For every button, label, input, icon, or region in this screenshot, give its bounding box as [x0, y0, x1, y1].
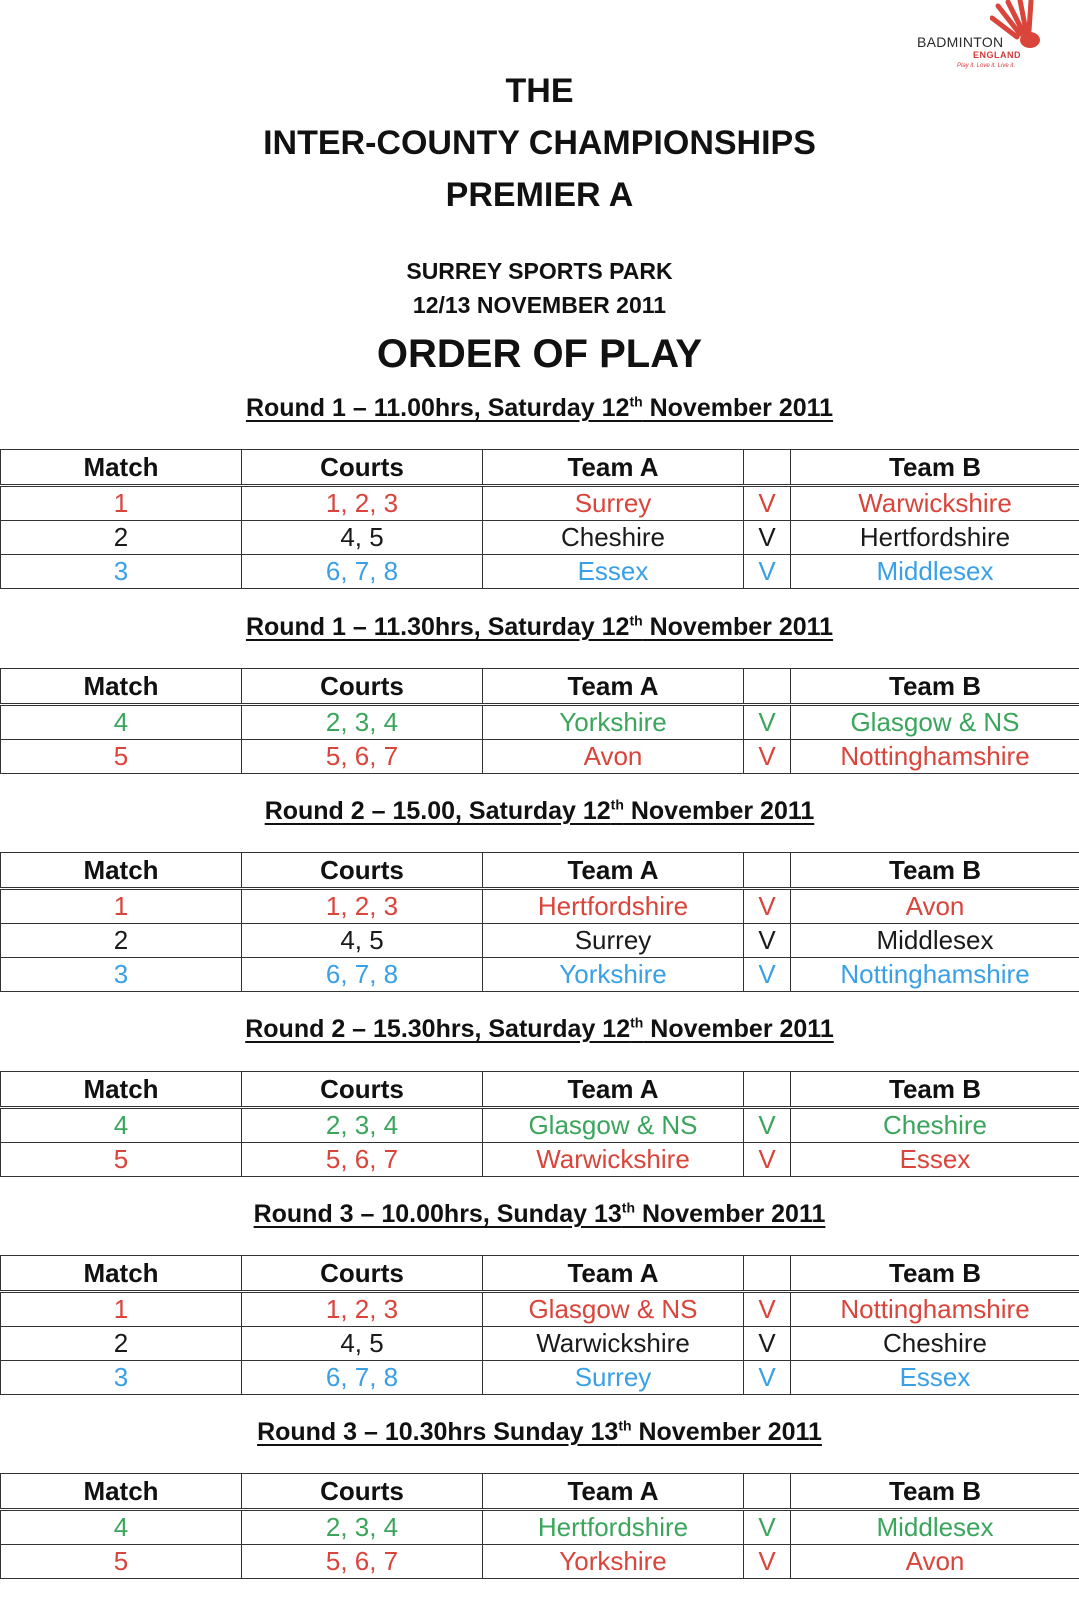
round-heading-text	[265, 797, 815, 825]
round-heading-ordinal: th	[618, 1418, 632, 1434]
courts: 5, 6, 7	[242, 1143, 483, 1177]
header-vs	[744, 450, 791, 486]
round-heading-month: November 2011	[642, 394, 834, 423]
match-table	[0, 1255, 1079, 1395]
versus: V	[744, 924, 791, 958]
team-b: Nottinghamshire	[791, 740, 1079, 774]
versus: V	[744, 1292, 791, 1327]
team-a: Yorkshire	[483, 1545, 744, 1579]
team-b: Glasgow & NS	[791, 705, 1079, 740]
table-header-row	[1, 1256, 1079, 1292]
team-a: Yorkshire	[483, 705, 744, 740]
courts: 4, 5	[242, 521, 483, 555]
match-number: 5	[1, 1143, 242, 1177]
team-b: Avon	[791, 1545, 1079, 1579]
header-match: Match	[1, 1072, 242, 1108]
header-match: Match	[1, 1256, 242, 1292]
team-b: Avon	[791, 889, 1079, 924]
header-team-a: Team A	[483, 1072, 744, 1108]
header-match: Match	[1, 669, 242, 705]
team-b: Cheshire	[791, 1327, 1079, 1361]
match-number: 1	[1, 1292, 242, 1327]
match-table	[0, 852, 1079, 992]
title-the: THE	[505, 72, 574, 110]
team-a: Essex	[483, 555, 744, 589]
header-team-a: Team A	[483, 1256, 744, 1292]
header-courts: Courts	[242, 450, 483, 486]
match-number: 5	[1, 1545, 242, 1579]
logo-sub: ENGLAND	[973, 50, 1021, 60]
round-heading-main: Round 3 – 10.00hrs, Sunday 13	[253, 1200, 622, 1229]
logo-tagline: Play it. Love it. Live it.	[957, 63, 1016, 69]
round-heading-main: Round 1 – 11.30hrs, Saturday 12	[245, 613, 630, 642]
versus: V	[744, 1545, 791, 1579]
courts: 1, 2, 3	[242, 1292, 483, 1327]
title-premier: PREMIER A	[445, 176, 634, 214]
header-courts: Courts	[242, 669, 483, 705]
header-vs	[744, 1474, 791, 1510]
courts: 6, 7, 8	[242, 958, 483, 992]
match-table	[0, 1071, 1079, 1177]
round-heading-main: Round 2 – 15.00, Saturday 12	[264, 797, 611, 826]
header-team-a: Team A	[483, 1474, 744, 1510]
round-heading	[0, 1418, 1079, 1447]
team-b: Middlesex	[791, 555, 1079, 589]
header-team-b: Team B	[791, 1256, 1079, 1292]
match-table	[0, 449, 1079, 589]
round-heading-text	[245, 1015, 834, 1043]
match-number: 4	[1, 1510, 242, 1545]
courts: 4, 5	[242, 1327, 483, 1361]
table-row	[1, 486, 1079, 521]
header-team-b: Team B	[791, 1072, 1079, 1108]
team-b: Cheshire	[791, 1108, 1079, 1143]
table-row	[1, 1327, 1079, 1361]
team-a: Cheshire	[483, 521, 744, 555]
match-table	[0, 668, 1079, 774]
match-number: 5	[1, 740, 242, 774]
table-header-row	[1, 1072, 1079, 1108]
team-a: Glasgow & NS	[483, 1292, 744, 1327]
team-b: Essex	[791, 1143, 1079, 1177]
event-dates: 12/13 NOVEMBER 2011	[412, 292, 667, 318]
header-vs	[744, 853, 791, 889]
round-heading	[0, 613, 1079, 642]
table-row	[1, 1545, 1079, 1579]
round-heading-text	[254, 1200, 826, 1228]
round-heading-ordinal: th	[610, 797, 624, 813]
versus: V	[744, 1143, 791, 1177]
versus: V	[744, 1108, 791, 1143]
versus: V	[744, 555, 791, 589]
header-team-a: Team A	[483, 669, 744, 705]
match-table	[0, 1473, 1079, 1579]
header-team-b: Team B	[791, 450, 1079, 486]
courts: 6, 7, 8	[242, 1361, 483, 1395]
header-match: Match	[1, 1474, 242, 1510]
team-a: Surrey	[483, 486, 744, 521]
header-team-b: Team B	[791, 853, 1079, 889]
title-championships: INTER-COUNTY CHAMPIONSHIPS	[263, 124, 816, 162]
header-vs	[744, 669, 791, 705]
table-row	[1, 1361, 1079, 1395]
team-a: Surrey	[483, 924, 744, 958]
match-number: 2	[1, 924, 242, 958]
team-a: Hertfordshire	[483, 889, 744, 924]
header-team-b: Team B	[791, 669, 1079, 705]
team-b: Hertfordshire	[791, 521, 1079, 555]
team-a: Avon	[483, 740, 744, 774]
team-b: Nottinghamshire	[791, 1292, 1079, 1327]
team-a: Warwickshire	[483, 1143, 744, 1177]
order-of-play-heading: ORDER OF PLAY	[376, 332, 703, 376]
logo-name: BADMINTON	[917, 34, 1004, 50]
round-heading-month: November 2011	[635, 1200, 826, 1229]
round-heading-month: November 2011	[643, 1015, 834, 1044]
versus: V	[744, 1361, 791, 1395]
courts: 1, 2, 3	[242, 889, 483, 924]
match-number: 1	[1, 889, 242, 924]
table-row	[1, 1143, 1079, 1177]
round-heading-main: Round 2 – 15.30hrs, Saturday 12	[245, 1015, 631, 1044]
match-number: 2	[1, 1327, 242, 1361]
team-a: Yorkshire	[483, 958, 744, 992]
round-heading-main: Round 1 – 11.00hrs, Saturday 12	[245, 394, 630, 423]
round-heading-text	[257, 1418, 822, 1446]
team-b: Warwickshire	[791, 486, 1079, 521]
match-number: 4	[1, 1108, 242, 1143]
table-header-row	[1, 450, 1079, 486]
round-heading-text	[246, 613, 833, 641]
round-heading-month: November 2011	[642, 613, 834, 642]
versus: V	[744, 1510, 791, 1545]
table-header-row	[1, 669, 1079, 705]
team-b: Middlesex	[791, 1510, 1079, 1545]
versus: V	[744, 889, 791, 924]
table-row	[1, 740, 1079, 774]
round-heading-ordinal: th	[629, 613, 643, 629]
table-row	[1, 1510, 1079, 1545]
team-a: Surrey	[483, 1361, 744, 1395]
match-number: 3	[1, 555, 242, 589]
round-heading-month: November 2011	[623, 797, 815, 826]
match-number: 3	[1, 1361, 242, 1395]
table-row	[1, 924, 1079, 958]
header-team-a: Team A	[483, 853, 744, 889]
header-courts: Courts	[242, 1474, 483, 1510]
courts: 2, 3, 4	[242, 1510, 483, 1545]
table-header-row	[1, 1474, 1079, 1510]
team-a: Glasgow & NS	[483, 1108, 744, 1143]
header-match: Match	[1, 853, 242, 889]
header-match: Match	[1, 450, 242, 486]
table-row	[1, 1108, 1079, 1143]
team-a: Hertfordshire	[483, 1510, 744, 1545]
round-heading-main: Round 3 – 10.30hrs Sunday 13	[257, 1418, 619, 1447]
table-row	[1, 889, 1079, 924]
match-number: 1	[1, 486, 242, 521]
badminton-england-logo	[905, 0, 1055, 76]
round-heading-ordinal: th	[630, 1015, 644, 1031]
versus: V	[744, 486, 791, 521]
round-heading-text	[246, 394, 833, 422]
versus: V	[744, 521, 791, 555]
team-b: Essex	[791, 1361, 1079, 1395]
round-heading-ordinal: th	[629, 394, 643, 410]
header-courts: Courts	[242, 853, 483, 889]
round-heading	[0, 1015, 1079, 1044]
team-a: Warwickshire	[483, 1327, 744, 1361]
table-header-row	[1, 853, 1079, 889]
courts: 5, 6, 7	[242, 740, 483, 774]
header-team-b: Team B	[791, 1474, 1079, 1510]
versus: V	[744, 1327, 791, 1361]
courts: 4, 5	[242, 924, 483, 958]
round-heading	[0, 1200, 1079, 1229]
header-vs	[744, 1072, 791, 1108]
venue: SURREY SPORTS PARK	[406, 258, 673, 284]
table-row	[1, 1292, 1079, 1327]
courts: 5, 6, 7	[242, 1545, 483, 1579]
team-b: Middlesex	[791, 924, 1079, 958]
table-row	[1, 958, 1079, 992]
team-b: Nottinghamshire	[791, 958, 1079, 992]
versus: V	[744, 705, 791, 740]
header-courts: Courts	[242, 1256, 483, 1292]
courts: 1, 2, 3	[242, 486, 483, 521]
courts: 2, 3, 4	[242, 1108, 483, 1143]
match-number: 3	[1, 958, 242, 992]
table-row	[1, 521, 1079, 555]
match-number: 2	[1, 521, 242, 555]
versus: V	[744, 740, 791, 774]
round-heading	[0, 797, 1079, 826]
header-courts: Courts	[242, 1072, 483, 1108]
header-vs	[744, 1256, 791, 1292]
courts: 6, 7, 8	[242, 555, 483, 589]
versus: V	[744, 958, 791, 992]
courts: 2, 3, 4	[242, 705, 483, 740]
header-team-a: Team A	[483, 450, 744, 486]
table-row	[1, 705, 1079, 740]
round-heading-ordinal: th	[621, 1200, 635, 1216]
match-number: 4	[1, 705, 242, 740]
table-row	[1, 555, 1079, 589]
round-heading-month: November 2011	[631, 1418, 822, 1447]
round-heading	[0, 394, 1079, 423]
